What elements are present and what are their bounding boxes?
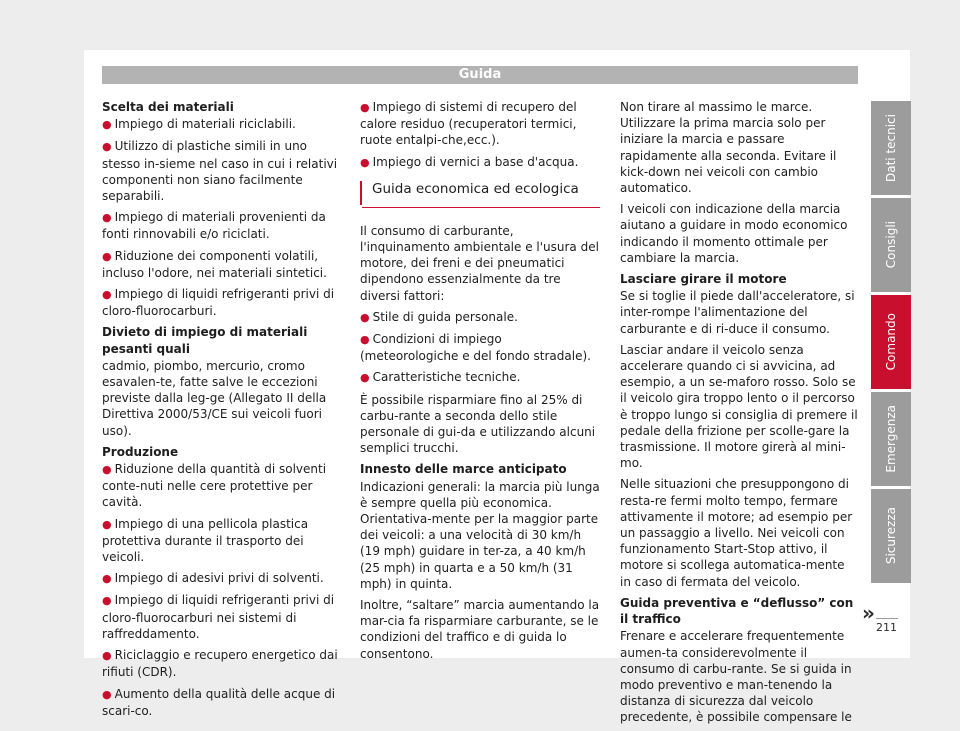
list-item: ● Riduzione dei componenti volatili, incluso l'odore, nei materiali sintetici. [102,248,327,280]
tab-label: Emergenza [884,405,898,473]
list-item: ● Impiego di materiali provenienti da fonti rinnovabili e/o riciclati. [102,210,326,242]
list-item: ● Impiego di una pellicola plastica protettiva durante il trasporto dei veicoli. [102,516,309,565]
heading: Innesto delle marce anticipato [360,462,567,477]
paragraph: Frenare e accelerare frequentemente aumen-ta considerevolmente il consumo di carbu-rante. Se si guida in modo preventivo e man-tenendo la distanza di sicurezza dal veicolo precedente, è possibile compensare le [620,629,852,725]
page-number: 211 [876,621,897,634]
bullet-icon: ● [102,649,112,663]
paragraph: Il consumo di carburante, l'inquinamento ambientale e l'usura del motore, dei freni e dei pneumatici dipendono essenzialmente da tre diversi fattori: [360,223,599,303]
list-item: ● Impiego di sistemi di recupero del calore residuo (recuperatori termici, ruote entalpi-che,ecc.). [360,100,577,148]
bullet-icon: ● [102,594,112,608]
tab-emergenza[interactable] [871,392,911,486]
list-item: ● Riciclaggio e recupero energetico dai rifiuti (CDR). [102,648,338,680]
bullet-icon: ● [360,333,370,347]
list-item: ● Impiego di vernici a base d'acqua. [360,154,579,169]
list-item: ● Aumento della qualità delle acque di scari-co. [102,686,336,718]
paragraph: È possibile risparmiare fino al 25% di carbu-rante a seconda dello stile personale di gui-da e utilizzando alcuni semplici trucchi. [360,392,596,456]
bullet-icon: ● [360,101,370,114]
column-left [102,99,340,724]
tab-consigli[interactable] [871,198,911,292]
bullet-icon: ● [102,517,112,531]
column-middle [360,99,600,667]
bullet-icon: ● [102,288,112,302]
paragraph: Inoltre, “saltare” marcia aumentando la mar-cia fa risparmiare carburante, se le condizioni del traffico e di guida lo consentono. [360,598,600,661]
tab-comando[interactable] [871,295,911,389]
tab-dati-tecnici[interactable] [871,101,911,195]
paragraph: Lasciar andare il veicolo senza accelerare quando ci si avvicina, ad esempio, a un se-maforo rosso. Solo se il veicolo gira troppo lento o il percorso è troppo lungo si consiglia di premere il pedale della frizione per scolle-gare la trasmissione. Il motore girerà al mini-mo. [620,342,858,471]
tab-label: Consigli [884,221,898,269]
heading: Divieto di impiego di materiali pesanti quali [102,325,308,356]
list-item: ● Condizioni di impiego (meteorologiche e del fondo stradale). [360,332,591,364]
tab-label: Dati tecnici [884,113,898,182]
list-item: ● Impiego di materiali riciclabili. [102,117,296,132]
bullet-icon: ● [102,140,112,154]
bullet-icon: ● [360,310,370,324]
tab-sicurezza[interactable] [871,489,911,583]
list-item: ● Stile di guida personale. [360,309,518,324]
continue-arrow-icon: » [862,601,875,625]
bullet-icon: ● [102,463,112,477]
bullet-icon: ● [102,572,112,586]
paragraph: Se si toglie il piede dall'acceleratore, si inter-rompe l'alimentazione del carburante e di ri-duce il consumo. [620,289,855,336]
heading: Lasciare girare il motore [620,272,787,287]
paragraph: cadmio, piombo, mercurio, cromo esavalen-te, fatte salve le eccezioni previste dalla leg-ge (Allegato II della Direttiva 2000/53/CE sui veicoli fuori uso). [102,358,327,438]
list-item: ● Impiego di liquidi refrigeranti privi di cloro-fluorocarburi nei sistemi di raffreddamento. [102,593,335,641]
bullet-icon: ● [102,687,112,701]
section-title: Guida economica ed ecologica [360,181,600,205]
tab-label: Comando [884,313,898,371]
bullet-icon: ● [102,118,112,132]
list-item: ● Caratteristiche tecniche. [360,370,521,385]
list-item: ● Riduzione della quantità di solventi conte-nuti nelle cere protettive per cavità. [102,462,327,510]
tab-label: Sicurezza [884,507,898,565]
paragraph: I veicoli con indicazione della marcia aiutano a guidare in modo economico indicando il momento ottimale per cambiare la marcia. [620,202,848,265]
page-number-rule [876,618,898,619]
paragraph: Indicazioni generali: la marcia più lunga è sempre quella più economica. Orientativa-mente per la maggior parte dei veicoli: a una velocità di 30 km/h (19 mph) guidare in ter-za, a 40 km/h (25 mph) in quarta e a 50 km/h (31 mph) in quinta. [360,479,600,591]
bullet-icon: ● [360,371,370,385]
list-item: ● Utilizzo di plastiche simili in uno stesso in-sieme nel caso in cui i relativi componenti non siano facilmente separabili. [102,139,338,204]
bullet-icon: ● [102,249,112,263]
heading: Guida preventiva e “deflusso” con il traffico [620,595,854,627]
heading: Produzione [102,444,179,459]
bullet-icon: ● [102,211,112,225]
bullet-icon: ● [360,155,370,169]
chapter-header: Guida [102,66,858,84]
list-item: ● Impiego di liquidi refrigeranti privi di cloro-fluorocarburi. [102,287,335,319]
column-right [620,99,858,731]
list-item: ● Impiego di adesivi privi di solventi. [102,571,324,586]
paragraph: Non tirare al massimo le marce. Utilizzare la prima marcia solo per iniziare la marcia e passare rapidamente alla seconda. Evitare il kick-down nei veicoli con cambio automatico. [620,100,837,196]
heading: Scelta dei materiali [102,100,234,114]
paragraph: Nelle situazioni che presuppongono di resta-re fermi molto tempo, fermare attivamente il motore; ad esempio per un passaggio a livello. Nei veicoli con funzionamento Start-Stop attivo, il motore si scollega automatica-mente in caso di fermata del veicolo. [620,477,853,589]
